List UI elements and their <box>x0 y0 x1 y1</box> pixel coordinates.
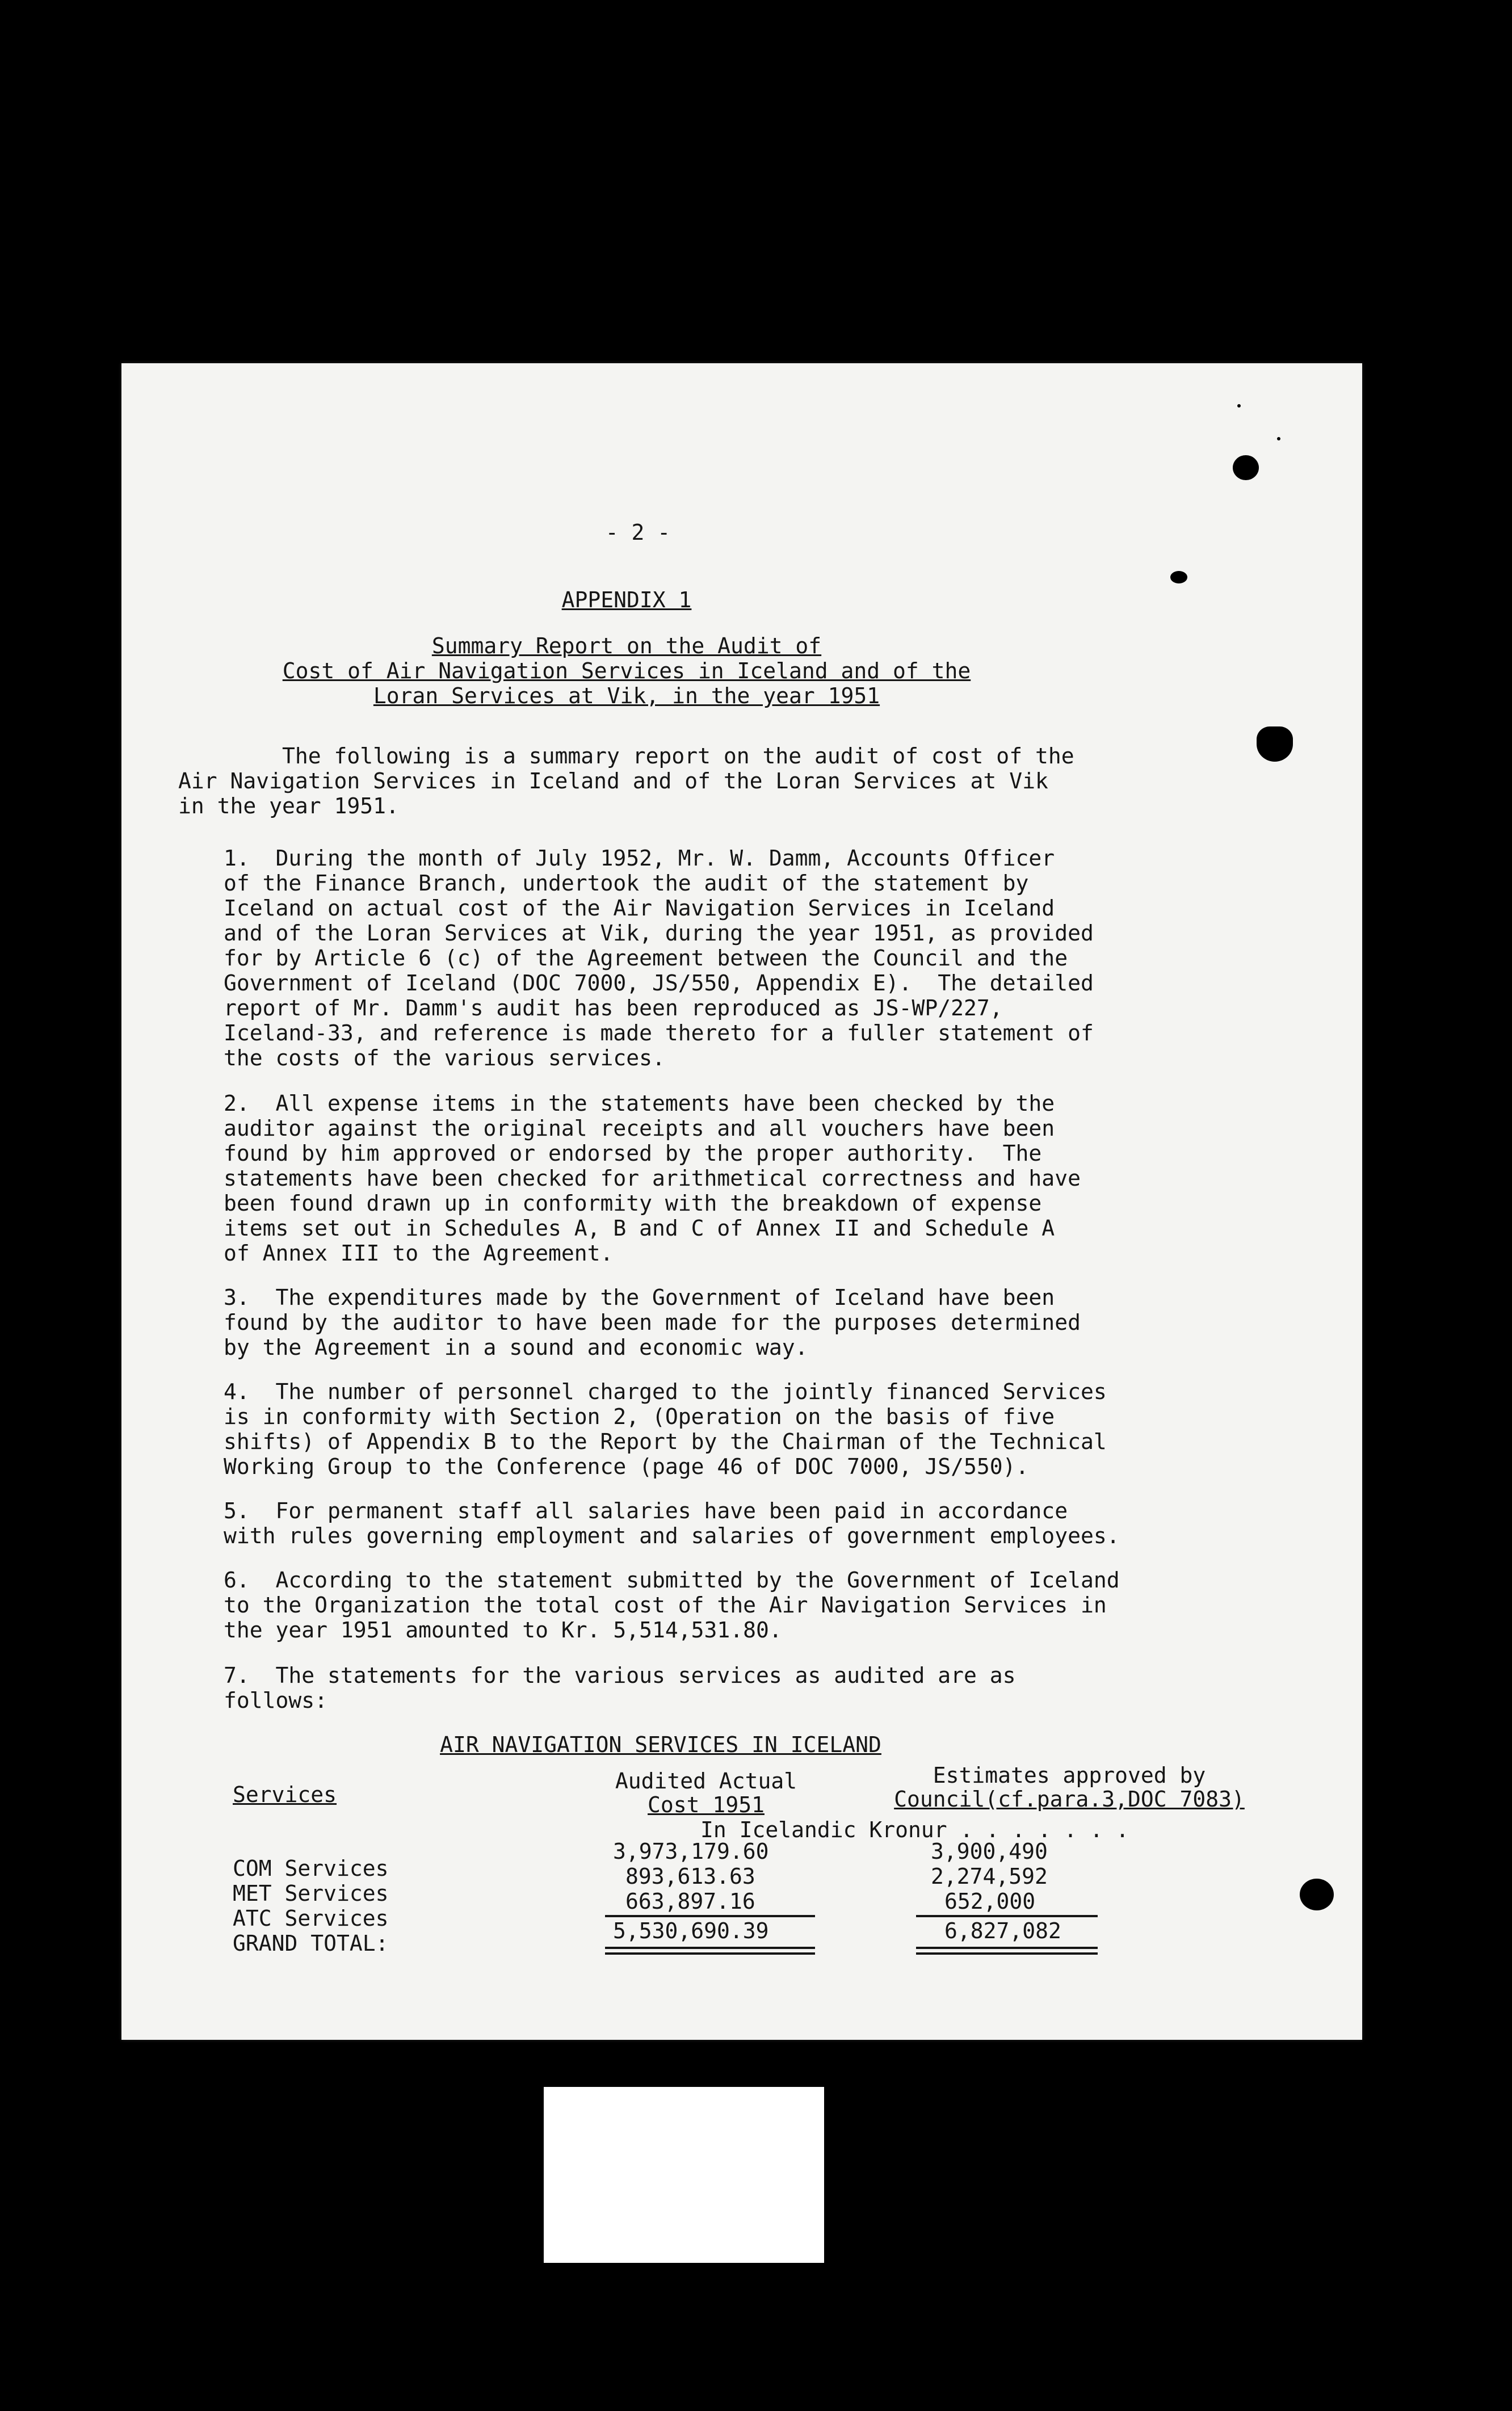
paragraph-line: follows: <box>224 1688 328 1713</box>
row-label: MET Services <box>233 1881 389 1906</box>
paragraph-line: report of Mr. Damm's audit has been reproduced as JS-WP/227, <box>224 996 1003 1020</box>
subtitle-line: Cost of Air Navigation Services in Iceland and of the <box>282 658 971 683</box>
paragraph-line: found by the auditor to have been made for the purposes determined <box>224 1310 1081 1335</box>
row-estimate-value: 2,274,592 <box>931 1864 1048 1889</box>
scan-blot <box>1300 1879 1334 1910</box>
column-header-estimates: Council(cf.para.3,DOC 7083) <box>894 1787 1245 1812</box>
paragraph-line: the costs of the various services. <box>224 1045 665 1070</box>
row-label: COM Services <box>233 1856 389 1881</box>
row-audited-value: 663,897.16 <box>625 1889 755 1914</box>
scan-blot <box>1257 726 1293 762</box>
paragraph-line: Iceland-33, and reference is made thereto for a fuller statement of <box>224 1020 1094 1045</box>
paragraph-line: been found drawn up in conformity with the breakdown of expense <box>224 1191 1042 1216</box>
paragraph-line: auditor against the original receipts and all vouchers have been <box>224 1116 1055 1141</box>
currency-note: In Icelandic Kronur . . . . . . . <box>700 1817 1129 1842</box>
paragraph-line: 2. All expense items in the statements have been checked by the <box>224 1091 1055 1116</box>
paragraph-line: of the Finance Branch, undertook the audit of the statement by <box>224 871 1029 896</box>
row-audited-value: 893,613.63 <box>625 1864 755 1889</box>
scan-speck <box>1237 404 1241 408</box>
total-double-rule <box>605 1952 815 1955</box>
paragraph-line: by the Agreement in a sound and economic way. <box>224 1335 808 1360</box>
total-double-rule <box>916 1952 1098 1955</box>
subtotal-rule <box>605 1915 815 1917</box>
scan-blot <box>1233 455 1259 480</box>
paragraph-line: for by Article 6 (c) of the Agreement between the Council and the <box>224 946 1068 971</box>
total-audited-value: 5,530,690.39 <box>613 1918 769 1943</box>
row-estimate-value: 3,900,490 <box>931 1839 1048 1864</box>
subtitle-line: Summary Report on the Audit of <box>431 633 822 658</box>
paragraph-line: items set out in Schedules A, B and C of Annex II and Schedule A <box>224 1216 1055 1241</box>
paragraph-line: Government of Iceland (DOC 7000, JS/550, Appendix E). The detailed <box>224 971 1094 996</box>
column-header-services: Services <box>233 1782 337 1807</box>
subtotal-rule <box>916 1915 1098 1917</box>
row-audited-value: 3,973,179.60 <box>613 1839 769 1864</box>
paragraph-line: statements have been checked for arithmetical correctness and have <box>224 1166 1081 1191</box>
total-double-rule <box>916 1947 1098 1949</box>
paragraph-line: to the Organization the total cost of the Air Navigation Services in <box>224 1593 1107 1618</box>
total-estimate-value: 6,827,082 <box>944 1918 1061 1943</box>
subtitle-line: Loran Services at Vik, in the year 1951 <box>373 683 880 708</box>
scan-blot <box>1170 571 1187 583</box>
paragraph-line: Iceland on actual cost of the Air Navigation Services in Iceland <box>224 896 1055 921</box>
intro-line: The following is a summary report on the audit of cost of the <box>178 744 1074 768</box>
row-estimate-value: 652,000 <box>944 1889 1036 1914</box>
column-header-audited: Audited Actual <box>615 1769 797 1793</box>
column-header-audited: Cost 1951 <box>648 1792 765 1817</box>
paragraph-line: the year 1951 amounted to Kr. 5,514,531.80. <box>224 1618 782 1643</box>
column-header-estimates: Estimates approved by <box>933 1763 1206 1788</box>
paragraph-line: 7. The statements for the various services as audited are as <box>224 1663 1016 1688</box>
paragraph-line: 5. For permanent staff all salaries have been paid in accordance <box>224 1498 1068 1523</box>
paragraph-line: found by him approved or endorsed by the proper authority. The <box>224 1141 1042 1166</box>
total-double-rule <box>605 1947 815 1949</box>
paragraph-line: with rules governing employment and salaries of government employees. <box>224 1523 1120 1548</box>
paragraph-line: and of the Loran Services at Vik, during the year 1951, as provided <box>224 921 1094 946</box>
intro-line: in the year 1951. <box>178 793 399 818</box>
paragraph-line: 6. According to the statement submitted by the Government of Iceland <box>224 1568 1120 1593</box>
total-label: GRAND TOTAL: <box>233 1931 389 1956</box>
table-title: AIR NAVIGATION SERVICES IN ICELAND <box>440 1732 881 1757</box>
row-label: ATC Services <box>233 1906 389 1931</box>
paragraph-line: shifts) of Appendix B to the Report by the Chairman of the Technical <box>224 1429 1107 1454</box>
paragraph-line: 4. The number of personnel charged to the jointly financed Services <box>224 1379 1107 1404</box>
page-number: - 2 - <box>605 520 671 545</box>
document-page <box>121 363 1362 2040</box>
appendix-heading: APPENDIX 1 <box>561 587 692 612</box>
white-card <box>544 2087 824 2263</box>
paragraph-line: Working Group to the Conference (page 46 of DOC 7000, JS/550). <box>224 1454 1029 1479</box>
scan-speck <box>1277 437 1280 440</box>
paragraph-line: 1. During the month of July 1952, Mr. W. Damm, Accounts Officer <box>224 846 1055 871</box>
paragraph-line: of Annex III to the Agreement. <box>224 1241 614 1266</box>
paragraph-line: is in conformity with Section 2, (Operation on the basis of five <box>224 1404 1055 1429</box>
intro-line: Air Navigation Services in Iceland and of the Loran Services at Vik <box>178 768 1048 793</box>
paragraph-line: 3. The expenditures made by the Government of Iceland have been <box>224 1285 1055 1310</box>
